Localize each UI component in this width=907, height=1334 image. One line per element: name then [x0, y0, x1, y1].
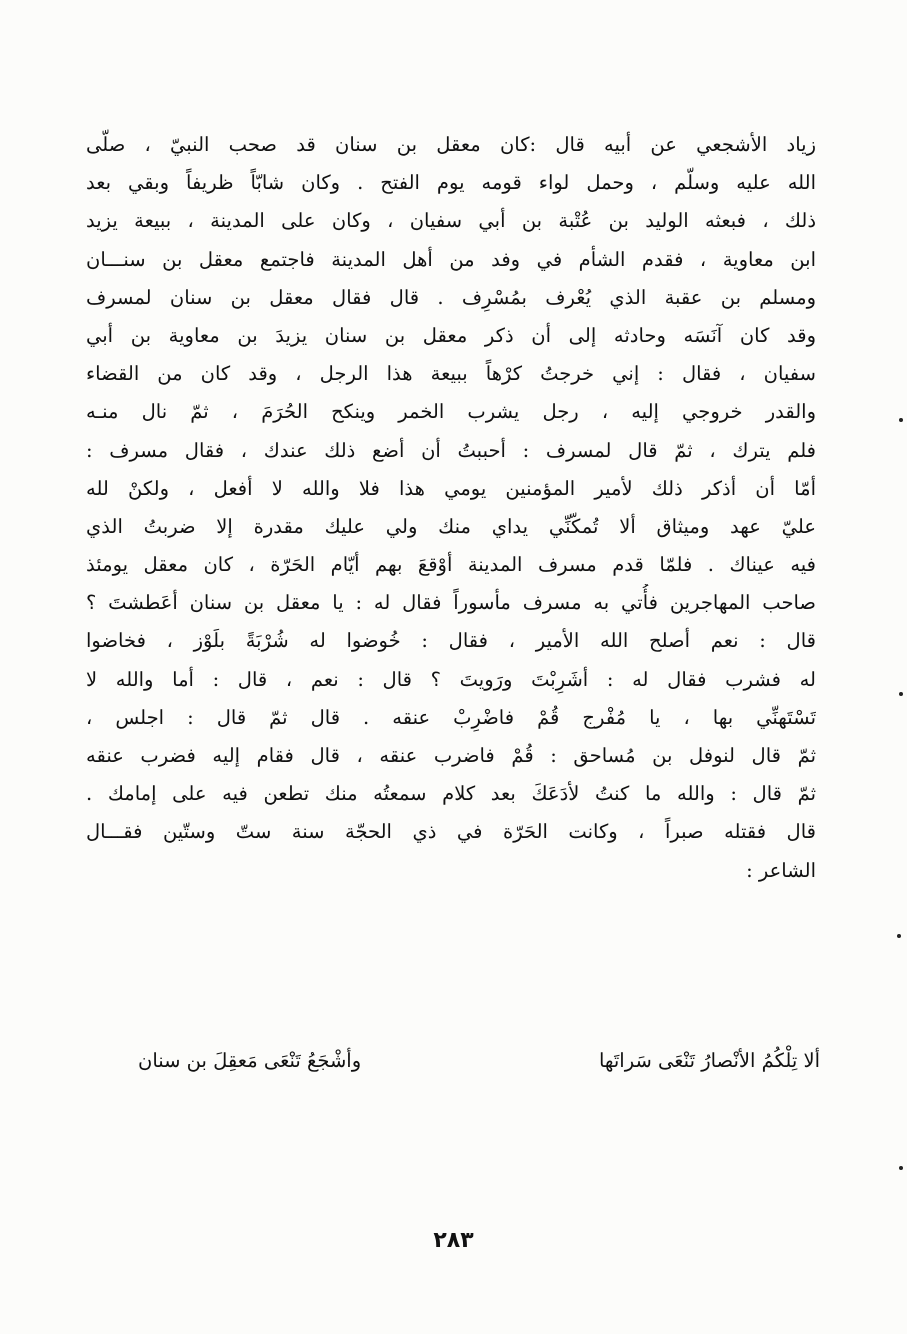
- verse-hemistich-left: وأشْجَعُ تَنْعَى مَعقِلَ بن سنان: [138, 1049, 362, 1072]
- text-line: زياد الأشجعي عن أبيه قال :كان معقل بن سنان قد صحب النبيّ ، صلّى: [86, 133, 816, 156]
- text-line: أمّا أن أذكر ذلك لأمير المؤمنين يومي هذا فلا والله لا أفعل ، ولكنْ لله: [86, 476, 816, 500]
- text-line: له فشرب فقال له : أشَرِبْتَ ورَويتَ ؟ قال : نعم ، قال : أما والله لا: [86, 667, 816, 691]
- text-line: سفيان ، فقال : إني خرجتُ كرْهاً ببيعة هذا الرجل ، وقد كان من القضاء: [86, 362, 816, 386]
- text-line: فيه عيناك . فلمّا قدم مسرف المدينة أوْقعَ بهم أيّام الحَرّة ، كان معقل يومئذ: [86, 553, 816, 577]
- page-number: ٢٨٣: [433, 1228, 474, 1253]
- text-line: تَسْتَهنِّي بها ، يا مُفْرج قُمْ فاضْرِبْ عنقه . قال ثمّ قال : اجلس ،: [86, 705, 816, 729]
- text-line: ومسلم بن عقبة الذي يُعْرف بمُسْرِف . قال فقال معقل بن سنان لمسرف: [86, 285, 816, 309]
- text-line: عليّ عهد وميثاق ألا تُمكّنِّي يداي منك ولي عليك مقدرة إلا ضربتُ الذي: [86, 514, 816, 538]
- text-line: الله عليه وسلّم ، وحمل لواء قومه يوم الفتح . وكان شابّاً ظريفاً وبقي بعد: [86, 171, 816, 195]
- text-line: قال فقتله صبراً ، وكانت الحَرّة في ذي الحجّة سنة ستّ وستّين فقـــال: [86, 820, 816, 844]
- scan-speck: [899, 692, 903, 696]
- text-line: فلم يترك ، ثمّ قال لمسرف : أحببتُ أن أضع ذلك عندك ، فقال مسرف :: [86, 438, 816, 462]
- body-text: [86, 126, 816, 890]
- text-line: ذلك ، فبعثه الوليد بن عُتْبة بن أبي سفيان ، وكان على المدينة ، ببيعة يزيد: [86, 209, 816, 233]
- text-line: قال : نعم أصلح الله الأمير ، فقال : خُوضوا له شُرْبَةً بلَوْز ، فخاضوا: [86, 629, 816, 653]
- scan-speck: [899, 418, 903, 422]
- poetry-verse: [138, 1042, 820, 1080]
- text-line: صاحب المهاجرين فأُتي به مسرف مأسوراً فقال له : يا معقل بن سنان أعَطشتَ ؟: [86, 591, 816, 615]
- scan-speck: [897, 934, 901, 938]
- text-line: ابن معاوية ، فقدم الشأم في وفد من أهل المدينة فاجتمع معقل بن سنـــان: [86, 247, 816, 271]
- text-line: ثمّ قال لنوفل بن مُساحق : قُمْ فاضرب عنقه ، قال فقام إليه فضرب عنقه: [86, 744, 816, 767]
- scan-speck: [899, 1166, 903, 1170]
- text-line: ثمّ قال : والله ما كنتُ لأدَعَكَ بعد كلام سمعتُه منك تطعن فيه على إمامك .: [86, 782, 816, 806]
- verse-hemistich-right: ألا تِلْكُمُ الأنْصارُ تَنْعَى سَراتَها: [598, 1049, 820, 1072]
- text-line: والقدر خروجي إليه ، رجل يشرب الخمر وينكح الحُرَمَ ، ثمّ نال منـه: [86, 400, 816, 424]
- text-line: وقد كان آنَسَه وحادثه إلى أن ذكر معقل بن سنان يزيدَ بن معاوية بن أبي: [86, 323, 816, 347]
- text-line: الشاعر :: [746, 858, 816, 882]
